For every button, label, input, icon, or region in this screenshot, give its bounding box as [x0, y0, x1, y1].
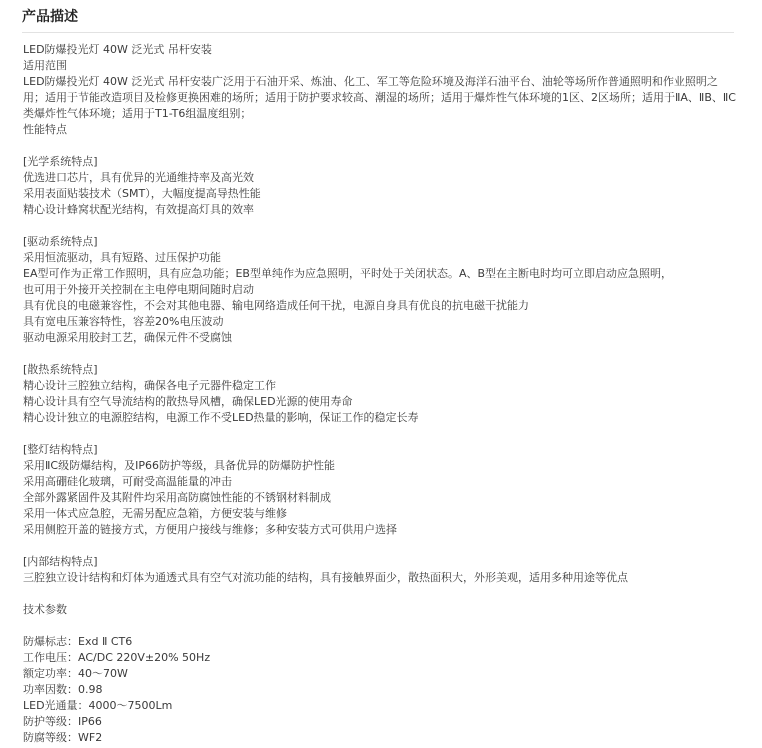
drive-section-heading: [驱动系统特点] — [23, 235, 98, 248]
scope-text: LED防爆投光灯 40W 泛光式 吊杆安装广泛用于石油开采、炼油、化工、军工等危险环境及海洋石油平台、油轮等场所作普通照明和作业照明之用；适用于节能改造项目及检修更换困难的场所；适用于防护要求较高、潮湿的场所；适用于爆炸性气体环境的1区、2区场所；适用于ⅡA、ⅡB、ⅡC类爆炸性气体环境；适用于T1-T6组温度组别； — [23, 75, 736, 120]
optical-line: 精心设计蜂窝状配光结构，有效提高灯具的效率 — [23, 203, 254, 216]
structure-line: 采用侧腔开盖的链接方式，方便用户接线与维修；多种安装方式可供用户选择 — [23, 523, 397, 536]
features-heading: 性能特点 — [23, 123, 67, 136]
spacer — [23, 538, 739, 554]
spec-item: 防爆标志：Exd Ⅱ CT6 — [23, 635, 133, 648]
product-name: LED防爆投光灯 40W 泛光式 吊杆安装 — [23, 43, 212, 56]
optical-line: 采用表面贴装技术（SMT），大幅度提高导热性能 — [23, 187, 261, 200]
optical-section-heading: [光学系统特点] — [23, 155, 98, 168]
spacer — [23, 218, 739, 234]
structure-line: 采用ⅡC级防爆结构，及IP66防护等级，具备优异的防爆防护性能 — [23, 459, 335, 472]
spacer — [23, 138, 739, 154]
heat-line: 精心设计三腔独立结构，确保各电子元器件稳定工作 — [23, 379, 276, 392]
spec-item: 防护等级：IP66 — [23, 715, 102, 728]
drive-line: 驱动电源采用胶封工艺，确保元件不受腐蚀 — [23, 331, 232, 344]
structure-line: 采用高硼硅化玻璃，可耐受高温能量的冲击 — [23, 475, 232, 488]
spec-item: LED光通量：4000～7500Lm — [23, 699, 173, 712]
drive-line: 采用恒流驱动，具有短路、过压保护功能 — [23, 251, 221, 264]
structure-line: 采用一体式应急腔，无需另配应急箱，方便安装与维修 — [23, 507, 287, 520]
heat-line: 精心设计具有空气导流结构的散热导风槽，确保LED光源的使用寿命 — [23, 395, 353, 408]
heat-section-heading: [散热系统特点] — [23, 363, 98, 376]
spacer — [23, 346, 739, 362]
optical-line: 优选进口芯片，具有优异的光通维持率及高光效 — [23, 171, 254, 184]
spacer — [23, 618, 739, 634]
section-header — [22, 4, 734, 33]
spec-item: 工作电压：AC/DC 220V±20% 50Hz — [23, 651, 211, 664]
structure-line: 全部外露紧固件及其附件均采用高防腐蚀性能的不锈钢材料制成 — [23, 491, 331, 504]
spec-item: 防腐等级：WF2 — [23, 731, 103, 744]
scope-heading: 适用范围 — [23, 59, 67, 72]
spec-item: 功率因数：0.98 — [23, 683, 103, 696]
drive-line: 也可用于外接开关控制在主电停电期间随时启动 — [23, 283, 254, 296]
drive-line: 具有优良的电磁兼容性，不会对其他电器、输电网络造成任何干扰，电源自身具有优良的抗电磁干扰能力 — [23, 299, 529, 312]
structure-section-heading: [整灯结构特点] — [23, 443, 98, 456]
heat-line: 精心设计独立的电源腔结构，电源工作不受LED热量的影响，保证工作的稳定长寿 — [23, 411, 419, 424]
section-title: 产品描述 — [22, 9, 78, 25]
description-body — [23, 42, 739, 746]
spacer — [23, 586, 739, 602]
internal-line: 三腔独立设计结构和灯体为通透式具有空气对流功能的结构，具有接触界面少，散热面积大，外形美观，适用多种用途等优点 — [23, 571, 628, 584]
drive-line: EA型可作为正常工作照明，具有应急功能；EB型单纯作为应急照明，平时处于关闭状态。A、B型在主断电时均可立即启动应急照明， — [23, 267, 673, 280]
drive-line: 具有宽电压兼容特性，容差20%电压波动 — [23, 315, 224, 328]
spec-item: 额定功率：40～70W — [23, 667, 128, 680]
spacer — [23, 426, 739, 442]
internal-section-heading: [内部结构特点] — [23, 555, 98, 568]
specs-heading: 技术参数 — [23, 603, 67, 616]
